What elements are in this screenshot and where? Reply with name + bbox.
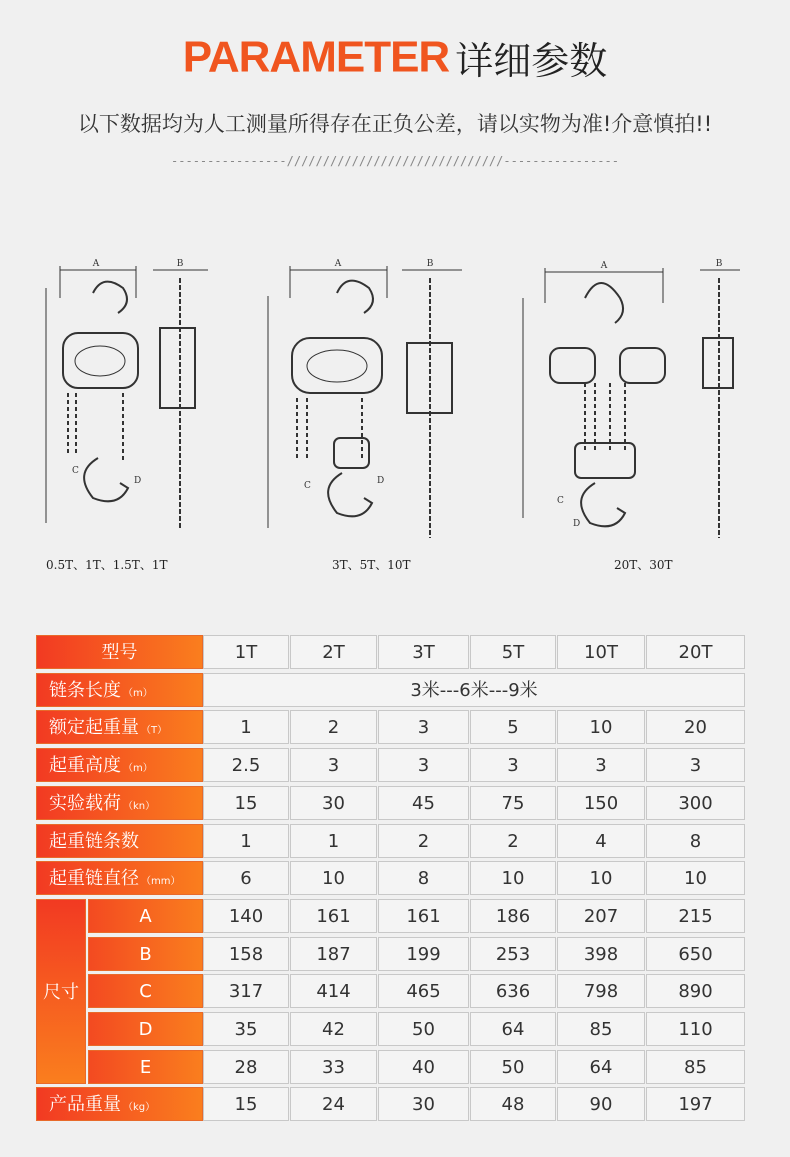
table-cell: 140	[203, 899, 289, 933]
table-cell: 207	[557, 899, 645, 933]
table-cell: 3	[378, 710, 469, 744]
row-unit: （mm）	[141, 876, 181, 888]
table-cell: 75	[470, 786, 556, 820]
table-cell: 10	[557, 710, 645, 744]
table-cell: 3	[646, 748, 745, 782]
diagram-label-d: D	[377, 476, 385, 486]
row-label	[36, 710, 203, 744]
diagram-caption-2: 3T、5T、10T	[332, 558, 411, 572]
row-label	[36, 861, 203, 895]
table-cell: 50	[470, 1050, 556, 1084]
dimension-row	[36, 937, 745, 971]
table-cell: 414	[290, 974, 377, 1008]
row-unit: （kg）	[123, 1102, 156, 1114]
table-row	[36, 786, 745, 820]
table-cell: 6	[203, 861, 289, 895]
table-cell: 20	[646, 710, 745, 744]
page-title	[0, 30, 790, 85]
title-english: PARAMETER	[182, 32, 450, 82]
table-cell: 2	[470, 824, 556, 858]
table-row	[36, 673, 745, 707]
diagram-label-c: C	[72, 466, 79, 476]
dimension-row	[36, 899, 745, 933]
table-cell: 215	[646, 899, 745, 933]
table-cell: 85	[646, 1050, 745, 1084]
row-label-text: 起重高度	[49, 755, 121, 777]
table-cell: 2.5	[203, 748, 289, 782]
table-cell: 3	[290, 748, 377, 782]
row-label	[36, 673, 203, 707]
table-cell: 187	[290, 937, 377, 971]
table-cell: 90	[557, 1087, 645, 1121]
title-chinese: 详细参数	[455, 39, 608, 83]
diagram-large-hoist	[515, 258, 755, 548]
table-cell: 10	[646, 861, 745, 895]
table-cell: 5	[470, 710, 556, 744]
row-unit: （kn）	[123, 800, 156, 812]
table-row	[36, 861, 745, 895]
table-row	[36, 710, 745, 744]
table-cell: 2	[290, 710, 377, 744]
table-cell: 40	[378, 1050, 469, 1084]
row-label-text: 型号	[101, 642, 138, 663]
table-cell: 64	[557, 1050, 645, 1084]
model-header: 2T	[290, 635, 377, 669]
diagram-label-a: A	[334, 259, 342, 269]
table-cell: 15	[203, 1087, 289, 1121]
table-cell: 64	[470, 1012, 556, 1046]
table-cell: 48	[470, 1087, 556, 1121]
table-cell: 798	[557, 974, 645, 1008]
table-cell: 890	[646, 974, 745, 1008]
table-cell: 30	[378, 1087, 469, 1121]
diagram-label-a: A	[600, 261, 608, 271]
row-unit: （m）	[123, 687, 153, 699]
dimension-row	[36, 1050, 745, 1084]
row-label	[36, 824, 203, 858]
table-cell: 161	[378, 899, 469, 933]
table-cell: 317	[203, 974, 289, 1008]
dimension-group-label: 尺寸	[36, 899, 86, 1085]
table-cell: 650	[646, 937, 745, 971]
row-unit: （T）	[141, 725, 168, 737]
model-header: 5T	[470, 635, 556, 669]
row-label-text: 起重链条数	[49, 830, 139, 852]
table-cell: 33	[290, 1050, 377, 1084]
table-cell: 1	[290, 824, 377, 858]
table-cell: 42	[290, 1012, 377, 1046]
table-cell: 1	[203, 824, 289, 858]
table-cell: 10	[290, 861, 377, 895]
table-cell: 50	[378, 1012, 469, 1046]
row-label	[36, 635, 203, 669]
table-cell: 85	[557, 1012, 645, 1046]
table-row	[36, 824, 745, 858]
row-label	[36, 748, 203, 782]
table-cell: 1	[203, 710, 289, 744]
table-cell: 30	[290, 786, 377, 820]
diagram-medium-hoist	[262, 258, 472, 548]
table-row	[36, 1087, 745, 1121]
table-cell: 3	[378, 748, 469, 782]
dimension-row	[36, 974, 745, 1008]
diagram-small-hoist	[38, 258, 218, 538]
table-cell: 110	[646, 1012, 745, 1046]
table-cell: 197	[646, 1087, 745, 1121]
row-label	[36, 786, 203, 820]
table-cell: 45	[378, 786, 469, 820]
table-cell: 8	[646, 824, 745, 858]
diagram-label-c: C	[557, 496, 564, 506]
table-cell: 3	[470, 748, 556, 782]
diagram-caption-3: 20T、30T	[614, 558, 673, 572]
table-cell: 28	[203, 1050, 289, 1084]
table-cell: 300	[646, 786, 745, 820]
dimension-label: E	[88, 1050, 203, 1084]
diagram-label-d: D	[134, 476, 142, 486]
dimension-label: A	[88, 899, 203, 933]
dimension-label: B	[88, 937, 203, 971]
row-label-text: 额定起重量	[49, 717, 139, 739]
row-label	[36, 1087, 203, 1121]
model-header: 1T	[203, 635, 289, 669]
diagram-label-b: B	[715, 259, 723, 269]
table-cell: 161	[290, 899, 377, 933]
table-cell: 199	[378, 937, 469, 971]
table-cell: 15	[203, 786, 289, 820]
table-cell: 10	[470, 861, 556, 895]
diagram-label-b: B	[176, 259, 184, 269]
table-cell: 186	[470, 899, 556, 933]
row-label-text: 起重链直径	[49, 868, 139, 890]
table-cell: 398	[557, 937, 645, 971]
table-cell: 2	[378, 824, 469, 858]
diagram-caption-1: 0.5T、1T、1.5T、1T	[46, 558, 168, 572]
diagram-label-c: C	[304, 481, 311, 491]
table-cell: 465	[378, 974, 469, 1008]
model-header: 10T	[557, 635, 645, 669]
table-row	[36, 748, 745, 782]
disclaimer-text: 以下数据均为人工测量所得存在正负公差，请以实物为准!介意慎拍!!	[77, 112, 713, 136]
row-label-text: 产品重量	[49, 1094, 121, 1116]
table-cell: 3	[557, 748, 645, 782]
row-unit: （m）	[123, 763, 153, 775]
dimension-label: C	[88, 974, 203, 1008]
model-header: 3T	[378, 635, 469, 669]
table-cell: 253	[470, 937, 556, 971]
dimension-row	[36, 1012, 745, 1046]
table-cell: 4	[557, 824, 645, 858]
dimension-label: D	[88, 1012, 203, 1046]
table-header-row	[36, 635, 745, 669]
diagram-label-a: A	[92, 259, 100, 269]
row-label-text: 链条长度	[49, 679, 121, 701]
decorative-divider: ----------------//////////////////////////////----------------	[171, 154, 619, 168]
table-cell: 150	[557, 786, 645, 820]
row-label-text: 实验载荷	[49, 792, 121, 814]
merged-value: 3米---6米---9米	[203, 673, 745, 707]
table-cell: 8	[378, 861, 469, 895]
table-cell: 24	[290, 1087, 377, 1121]
table-cell: 35	[203, 1012, 289, 1046]
diagram-label-b: B	[426, 259, 434, 269]
model-header: 20T	[646, 635, 745, 669]
table-cell: 158	[203, 937, 289, 971]
table-cell: 10	[557, 861, 645, 895]
diagram-label-d: D	[573, 519, 581, 529]
table-cell: 636	[470, 974, 556, 1008]
